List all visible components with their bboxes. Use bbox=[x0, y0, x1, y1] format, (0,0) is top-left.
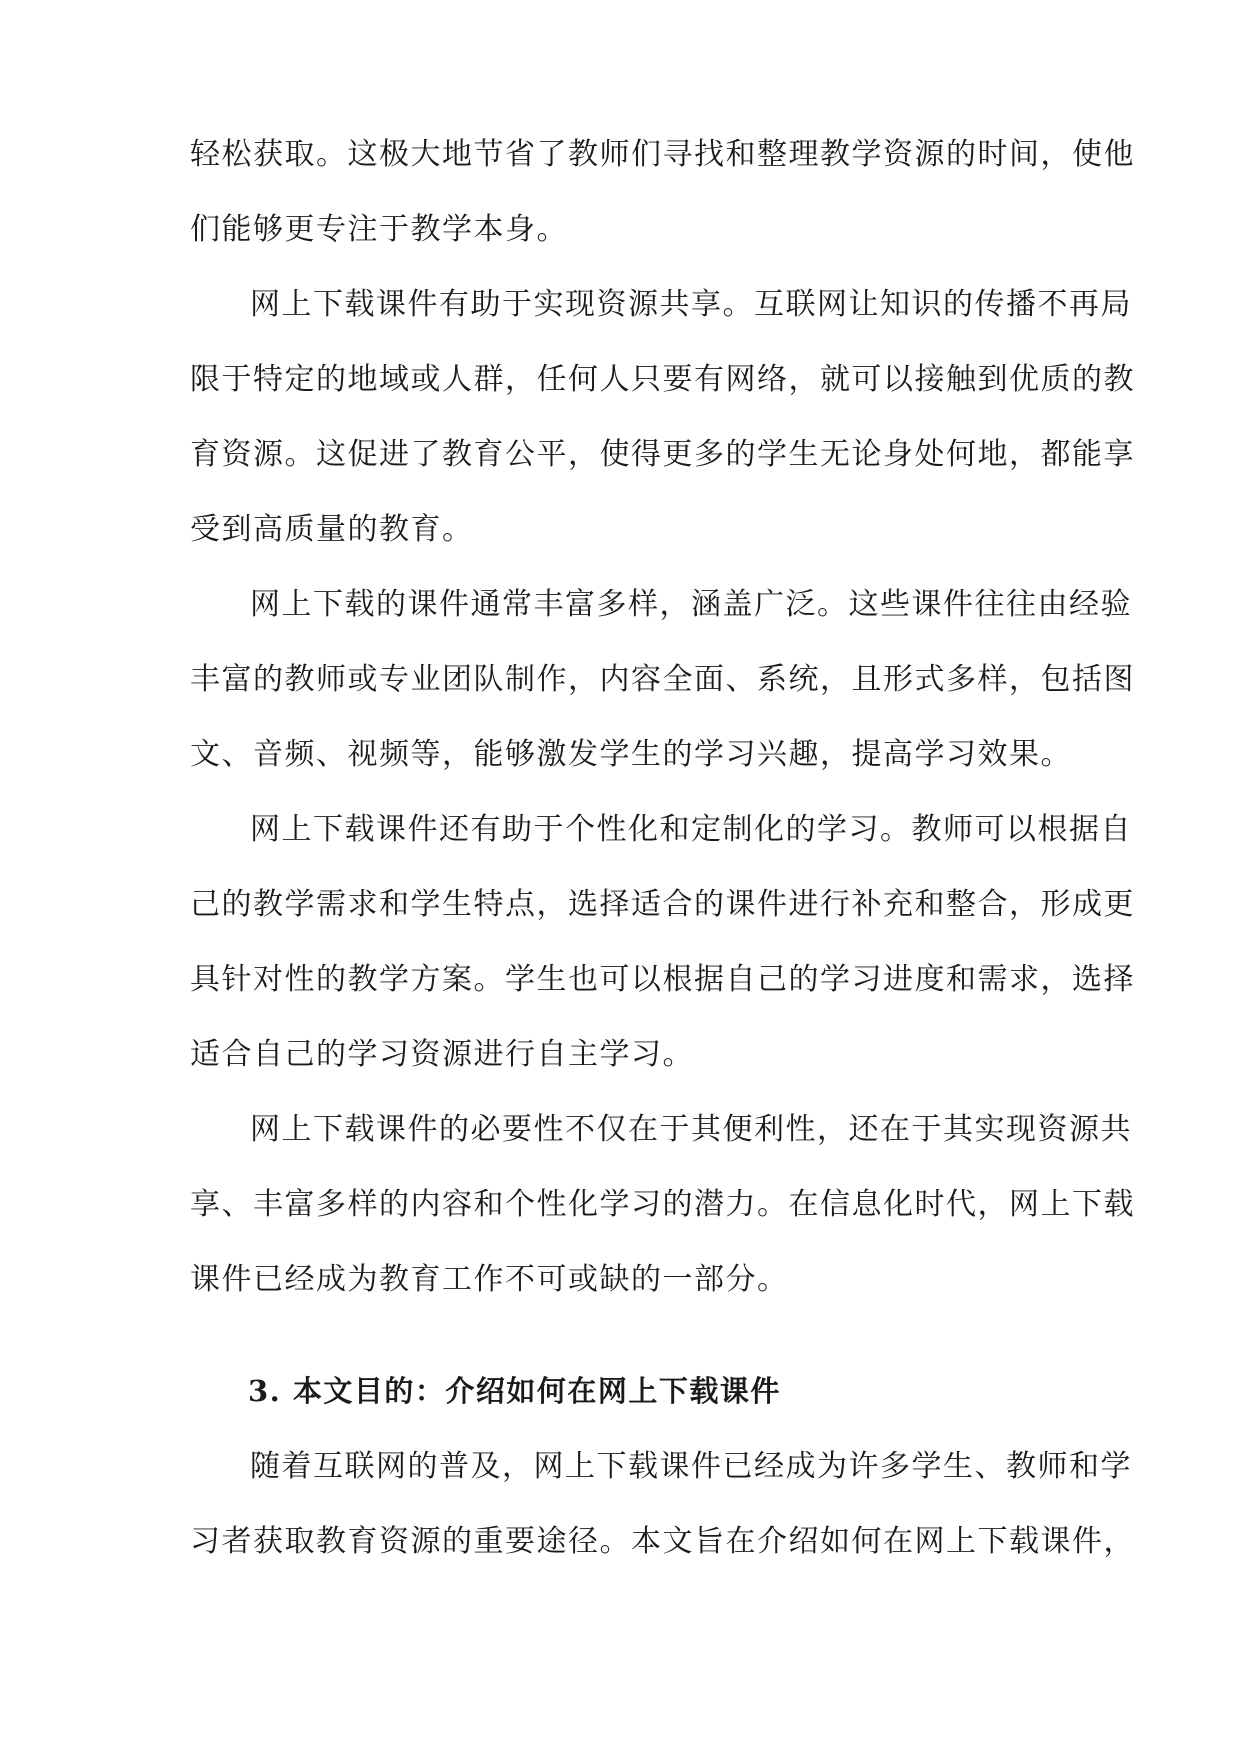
text-line: 随着互联网的普及，网上下载课件已经成为许多学生、教师和学 bbox=[250, 1449, 1132, 1484]
text-line: 网上下载课件有助于实现资源共享。互联网让知识的传播不再局 bbox=[250, 287, 1132, 322]
text-line: 轻松获取。这极大地节省了教师们寻找和整理教学资源的时间，使他 bbox=[190, 137, 1135, 172]
text-line: 网上下载课件的必要性不仅在于其便利性，还在于其实现资源共 bbox=[250, 1112, 1132, 1147]
text-line: 们能够更专注于教学本身。 bbox=[190, 212, 568, 247]
paragraph-intro-continuation bbox=[190, 117, 1135, 267]
text-line: 适合自己的学习资源进行自主学习。 bbox=[190, 1037, 694, 1072]
text-line: 受到高质量的教育。 bbox=[190, 512, 474, 547]
paragraph-article-purpose bbox=[190, 1429, 1135, 1579]
text-line: 网上下载的课件通常丰富多样，涵盖广泛。这些课件往往由经验 bbox=[250, 587, 1132, 622]
document-body bbox=[190, 117, 1135, 1579]
text-line: 丰富的教师或专业团队制作，内容全面、系统，且形式多样，包括图 bbox=[190, 662, 1135, 697]
section-heading-3 bbox=[190, 1354, 1055, 1429]
text-line: 习者获取教育资源的重要途径。本文旨在介绍如何在网上下载课件， bbox=[190, 1524, 1135, 1559]
text-line: 享、丰富多样的内容和个性化学习的潜力。在信息化时代，网上下载 bbox=[190, 1187, 1135, 1222]
text-line: 育资源。这促进了教育公平，使得更多的学生无论身处何地，都能享 bbox=[190, 437, 1135, 472]
text-line: 己的教学需求和学生特点，选择适合的课件进行补充和整合，形成更 bbox=[190, 887, 1135, 922]
text-line: 文、音频、视频等，能够激发学生的学习兴趣，提高学习效果。 bbox=[190, 737, 1072, 772]
text-line: 具针对性的教学方案。学生也可以根据自己的学习进度和需求，选择 bbox=[190, 962, 1135, 997]
text-line: 网上下载课件还有助于个性化和定制化的学习。教师可以根据自 bbox=[250, 812, 1132, 847]
paragraph-necessity-summary bbox=[190, 1092, 1135, 1317]
section-spacer bbox=[190, 1317, 1055, 1354]
section-heading: 3. 本文目的：介绍如何在网上下载课件 bbox=[248, 1374, 781, 1408]
paragraph-resource-sharing bbox=[190, 267, 1135, 567]
text-line: 课件已经成为教育工作不可或缺的一部分。 bbox=[190, 1262, 789, 1297]
paragraph-personalized-learning bbox=[190, 792, 1135, 1092]
paragraph-rich-content bbox=[190, 567, 1135, 792]
text-line: 限于特定的地域或人群，任何人只要有网络，就可以接触到优质的教 bbox=[190, 362, 1135, 397]
